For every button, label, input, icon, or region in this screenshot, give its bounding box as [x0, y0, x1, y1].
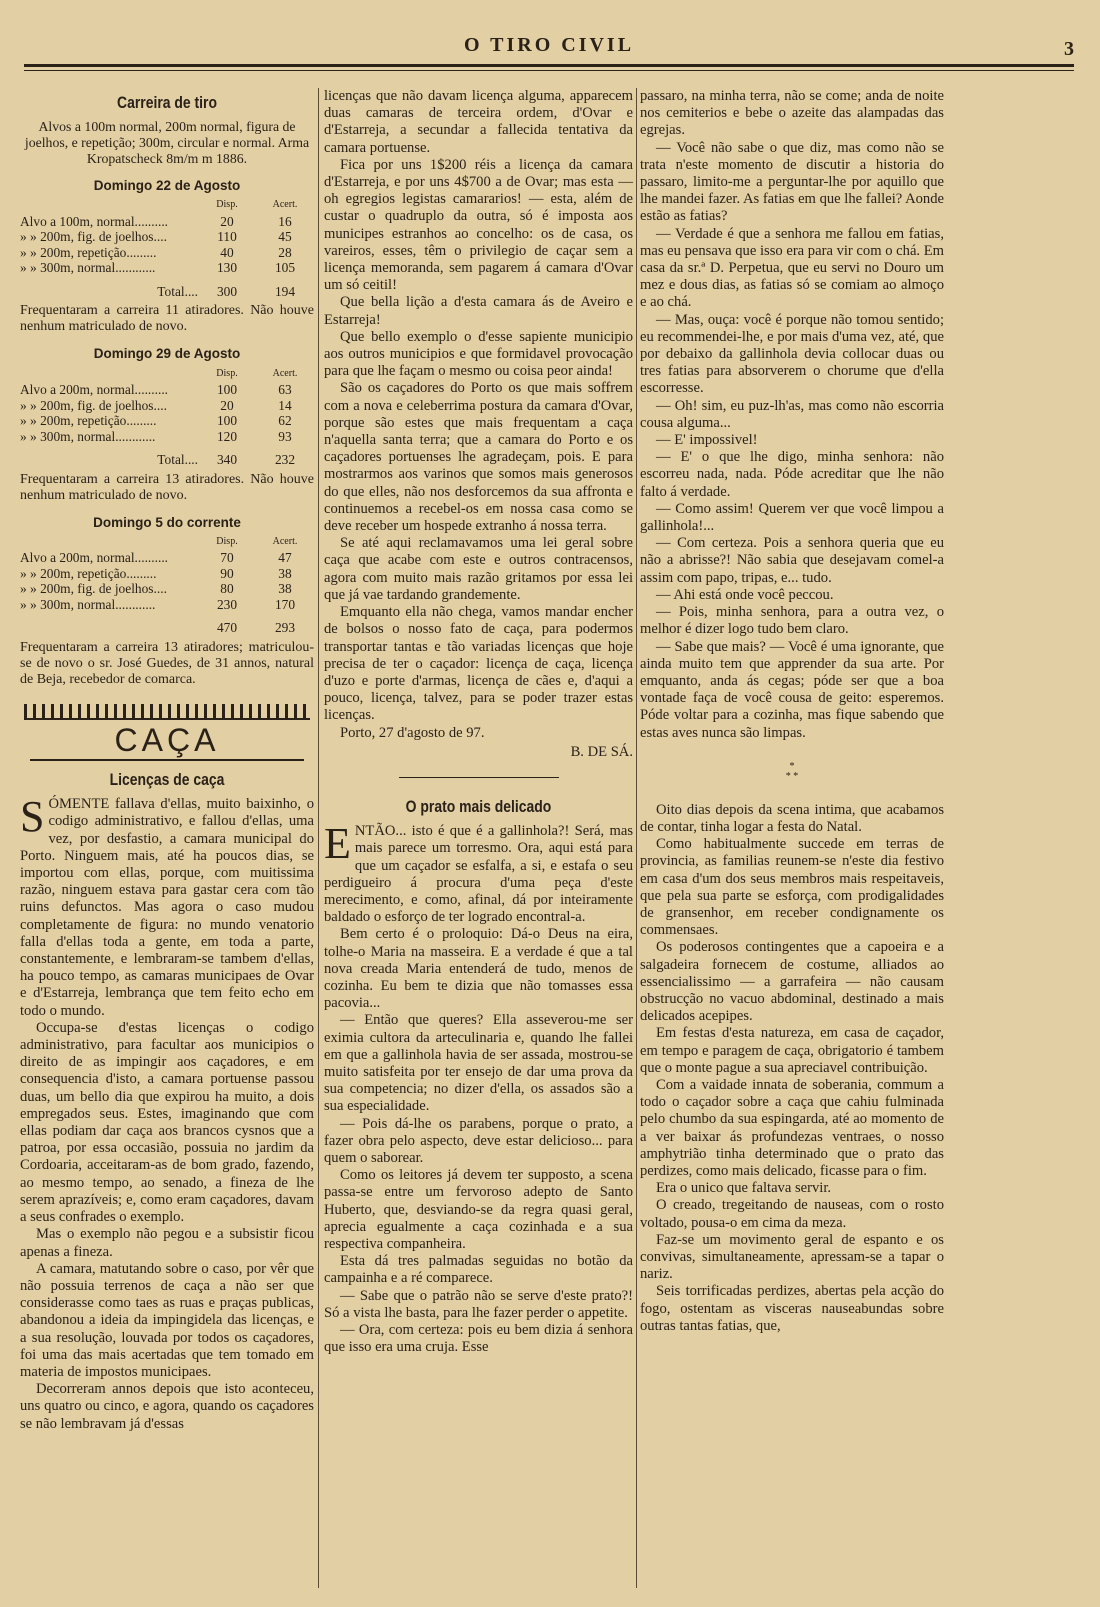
newspaper-title: O TIRO CIVIL [463, 34, 635, 56]
paragraph: Era o unico que faltava servir. [656, 1180, 832, 1197]
paragraph: Os poderosos contingentes que a capoeira e a salgadeira fornecem de costume, alliados ao essencialissimo — a garrafeira — não causam obstrucção no vacuo abdominal, destinado a mais delicados acepipes. [640, 939, 944, 1025]
session-note: Frequentaram a carreira 13 atiradores; matriculou-se de novo o sr. José Guedes, de 31 annos, natural de Beja, recebedor de comarca. [20, 639, 314, 687]
column-header [20, 365, 198, 383]
acert-value: 45 [278, 229, 292, 245]
intro-text: Alvos a 100m normal, 200m normal, figura de joelhos, e repetição; 300m, circular e normal. Arma Kropatscheck 8m/m m 1886. [24, 119, 310, 167]
acert-value: 38 [278, 581, 292, 597]
paragraph: Fica por uns 1$200 réis a licença da camara d'Estarreja, e por uns 4$700 a de Ovar; mas esta — oh egregios legistas camararios! — esta, além de custar o quadruplo da outra, só é imposta aos municipes estranhos ao concelho: os de casa, os vareiros, esses, têm o privilegio de caçar sem a licença memoranda, sem pagarem á camara d'Ovar um só ceitil! [324, 156, 633, 294]
disp-value: 20 [220, 397, 234, 413]
disp-value: 130 [216, 260, 238, 276]
paragraph: — Pois dá-lhe os parabens, porque o prato, a fazer obra pelo aspecto, deve estar delicioso... para quem o saborear. [324, 1115, 633, 1166]
header-rule-thick [24, 64, 1074, 67]
disp-value: 80 [220, 581, 234, 597]
target-label: » » 300m, normal............ [20, 428, 156, 444]
acert-value: 47 [278, 550, 292, 566]
results-table [20, 196, 314, 299]
paragraph: — Pois, minha senhora, para a outra vez, o melhor é dizer logo tudo bem claro. [640, 604, 944, 638]
paragraph: O creado, tregeitando de nauseas, com o rosto voltado, pousa-o em cima da meza. [640, 1197, 944, 1231]
paragraph [20, 792, 314, 1020]
paragraph: — Você não sabe o que diz, mas como não se trata n'este momento de discutir a historia do passaro, limito-me a perguntar-lhe por aquillo que lhe mandei fazer. As fatias em que lhe fallei? Aonde estão as fatias? [640, 139, 944, 225]
disp-value: 100 [216, 382, 238, 398]
column-header-acert: Acert. [272, 535, 298, 547]
table-row [20, 566, 314, 582]
paragraph: — Ahi está onde você peccou. [656, 586, 834, 603]
paragraph: Com a vaidade innata de soberania, commum a todo o caçador sobre a caça que cahiu fulminada pelo chumbo da sua espingarda, até ao momento de a ver baixar ás profundezas ventraes, o nosso amphytrião tinha determinado que o prato das perdizes, como mais delicado, ficasse para o fim. [640, 1076, 944, 1179]
column-2 [324, 88, 633, 1356]
column-divider [636, 88, 637, 1588]
session-note: Frequentaram a carreira 11 atiradores. Não houve nenhum matriculado de novo. [20, 303, 314, 335]
column-header-disp: Disp. [216, 535, 238, 547]
column-header [20, 533, 198, 551]
paragraph: Mas o exemplo não pegou e a subsistir ficou apenas a fineza. [20, 1226, 314, 1260]
paragraph: — Verdade é que a senhora me fallou em fatias, mas eu pensava que isso era para vir com o chá. Em casa da sr.ª D. Perpetua, que eu servi no Douro um mez e dous dias, as fatias só se comiam ao almoço e ao chá. [640, 225, 944, 311]
target-label: » » 200m, repetição......... [20, 244, 157, 260]
paragraph: Faz-se um movimento geral de espanto e os convivas, simultaneamente, apressam-se a tapar o nariz. [640, 1231, 944, 1283]
column-header-acert: Acert. [272, 367, 298, 379]
section-title: CAÇA [114, 721, 220, 758]
paragraph [324, 819, 633, 926]
session-title: Domingo 22 de Agosto [93, 178, 241, 194]
paragraph: — Oh! sim, eu puz-lh'as, mas como não escorria cousa alguma... [640, 397, 944, 431]
paragraph: — Mas, ouça: você é porque não tomou sentido; eu recommendei-lhe, e por mais d'uma vez, até, que por debaixo da gallinhola devia collocar duas ou tres fatias para absorverem o chorume que d'ella escorresse. [640, 311, 944, 397]
session-note: Frequentaram a carreira 13 atiradores. Não houve nenhum matriculado de novo. [20, 471, 314, 503]
paragraph: Como habitualmente succede em terras de provincia, as familias reunem-se n'este dia festivo em casa d'um dos seus membros mais respeitaveis, que pela sua parte se esforça, com prodigalidades de gransenhor, em receber condignamente os commensaes. [640, 836, 944, 939]
drop-cap: E [324, 819, 351, 869]
paragraph: — Com certeza. Pois a senhora queria que eu não a abrisse?! Não sabia que desejavam comel-a assim com papo, tripas, e... tudo. [640, 535, 944, 586]
paragraph-text: ÓMENTE fallava d'ellas, muito baixinho, o codigo administrativo, e fallou d'ellas, uma vez, por desfastio, a camara municipal do Porto. Ninguem mais, até ha poucos dias, se importou com ellas, porque, com muitissima razão, ninguem estava para gastar cera com tão ruins defunctos. Mas agora o caso mudou completamente de figura: no mundo venatorio falla d'ellas toda a gente, em toda a parte, constantemente, e lembraram-se tambem d'ellas, ha pouco tempo, as camaras municipaes de Ovar e d'Estarreja, lembrança que tem feito echo em todo o mundo. [20, 796, 314, 1019]
disp-value: 120 [216, 428, 238, 444]
paragraph: Seis torrificadas perdizes, abertas pela acção do fogo, ostentam as visceras nauseabundas sobre outras tantas fatias, que, [640, 1283, 944, 1334]
column-header [20, 196, 198, 214]
table-row [20, 581, 314, 597]
table-row [20, 229, 314, 245]
article-heading: Licenças de caça [109, 770, 225, 790]
paragraph: — E' o que lhe digo, minha senhora: não escorreu nada, nada. Póde acreditar que lhe não falto á verdade. [640, 449, 944, 500]
paragraph: Em festas d'esta natureza, em casa de caçador, em tempo e paragem de caça, obrigatorio é tambem que o monte pague a sua apreciavel contribuição. [640, 1025, 944, 1076]
article-continuation [640, 802, 944, 1335]
paragraph: Occupa-se d'estas licenças o codigo administrativo, para facultar aos municipios o direito de as impingir aos caçadores, e em consequencia d'isto, a camara portuense passou duas, um bello dia que expirou ha muito, a dois empregados seus. Estes, imaginando que com ellas podiam dar caça aos brancos cysnos que a patroa, por essa occasião, possuia no jardim da Cordoaria, acceitaram-as de bom grado, fazendo, ao mesmo tempo, ao senado, a fineza de lhe serem aprazíveis; e, como eram caçadores, davam a seus confrades o exemplo. [20, 1019, 314, 1226]
total-row [20, 276, 314, 300]
paragraph: Oito dias depois da scena intima, que acabamos de contar, tinha logar a festa do Natal. [640, 801, 944, 835]
total-row [20, 444, 314, 468]
total-disp: 470 [216, 620, 238, 636]
target-label: » » 200m, fig. de joelhos.... [20, 581, 167, 597]
session-title: Domingo 5 do corrente [93, 514, 241, 530]
shooting-sessions [20, 177, 314, 688]
target-label: Alvo a 100m, normal.......... [20, 213, 169, 229]
target-label: Alvo a 200m, normal.......... [20, 550, 169, 566]
total-acert: 194 [274, 283, 296, 299]
acert-value: 63 [278, 382, 292, 398]
total-label: Total.... [157, 283, 198, 299]
acert-value: 62 [278, 413, 292, 429]
column-header-disp: Disp. [216, 367, 238, 379]
disp-value: 100 [216, 413, 238, 429]
masthead [24, 34, 1074, 74]
acert-value: 16 [278, 213, 292, 229]
asterism: * * * [785, 760, 799, 782]
total-disp: 340 [216, 452, 238, 468]
disp-value: 70 [220, 550, 234, 566]
acert-value: 28 [278, 244, 292, 260]
total-label: Total.... [157, 452, 198, 468]
header-rule-thin [24, 70, 1074, 71]
paragraph-text: NTÃO... isto é que é a gallinhola?! Será, mas mais parece um torresmo. Ora, aqui está para que um caçador se esfalfa, a si, e estafa o seu perdigueiro á procura d'uma peça d'este merecimento, e como, afinal, dá por inteiramente baldado o esforço de ter logrado encontral-a. [324, 823, 633, 926]
total-label [20, 612, 198, 636]
table-row [20, 398, 314, 414]
paragraph: Que bello exemplo o d'esse sapiente municipio aos outros municipios e que formidavel provocação para que lhe façam o mesmo ou coisa peor ainda! [324, 328, 633, 380]
article-continuation [324, 88, 633, 742]
paragraph: Emquanto ella não chega, vamos mandar encher de bolsos o nosso fato de caça, para podermos transportar tantas e tão variadas licenças que hoje precisa de ter o caçador: licença de caça, licença d'uzo e porte d'armas, licença de cães e, d'aqui a pouco, licença, talvez, para se poder trazer estas licenças. [324, 604, 633, 724]
target-label: » » 300m, normal............ [20, 596, 156, 612]
column-divider [318, 88, 319, 1588]
section-heading: Carreira de tiro [117, 93, 217, 112]
signature: B. DE SÁ. [570, 743, 633, 760]
table-row [20, 260, 314, 276]
total-disp: 300 [216, 283, 238, 299]
table-row [20, 429, 314, 445]
disp-value: 90 [220, 565, 234, 581]
paragraph: Como os leitores já devem ter supposto, a scena passa-se entre um fervoroso adepto de Santo Huberto, que, desviando-se da regra quasi geral, aprecia egualmente a caça cozinhada e a sua respectiva companheira. [324, 1167, 633, 1252]
column-1 [20, 88, 314, 1433]
column-3 [640, 88, 944, 1335]
table-row [20, 550, 314, 566]
total-acert: 293 [274, 620, 296, 636]
disp-value: 20 [220, 213, 234, 229]
paragraph: Que bella lição a d'esta camara ás de Aveiro e Estarreja! [324, 294, 633, 328]
section-rule [30, 759, 304, 761]
paragraph: São os caçadores do Porto os que mais soffrem com a nova e celeberrima postura da camara d'Ovar, porque são estes que mais frequentam a caça n'aquella santa terra; que a camara do Porto e os caçadores portuenses lhe agradeçam, pois. E para mostrarmos aos varinos que somos mais generosos do que elles, não nos desforcemos da sua affronta e continuemos a recebel-os em nossa casa como se deve receber um hospede extranho á nossa terra. [324, 380, 633, 535]
paragraph: Esta dá tres palmadas seguidas no botão da campainha e a ré comparece. [324, 1253, 633, 1287]
acert-value: 93 [278, 428, 292, 444]
drop-cap: S [20, 792, 45, 842]
article-body [20, 792, 314, 1433]
target-label: » » 300m, normal............ [20, 260, 156, 276]
disp-value: 110 [217, 229, 237, 245]
paragraph: Porto, 27 d'agosto de 97. [340, 724, 485, 741]
acert-value: 170 [274, 596, 296, 612]
paragraph: Se até aqui reclamavamos uma lei geral sobre caça que acabe com este e outros contracensos, agora com muito mais razão gritamos por essa lei que já vae tardando grandemente. [324, 535, 633, 603]
table-row [20, 413, 314, 429]
page-number: 3 [1064, 38, 1074, 60]
article-separator [399, 777, 559, 778]
paragraph: — Sabe que o patrão não se serve d'este prato?! Só a vista lhe basta, para lhe fazer perder o appetite. [324, 1287, 633, 1321]
paragraph: A camara, matutando sobre o caso, por vêr que não possuia terrenos de caça a não ser que considerasse como taes as ruas e praças publicas, abandonou a ideia da impingidela das licenças, e a sua resolução, louvada por todos os caçadores, foi uma das mais acertadas que tem tomado em materia de impostos municipaes. [20, 1260, 314, 1380]
paragraph: passaro, na minha terra, não se come; anda de noite nos cemiterios e bebe o azeite das alampadas das egrejas. [640, 88, 944, 139]
total-acert: 232 [274, 452, 296, 468]
acert-value: 105 [274, 260, 296, 276]
disp-value: 40 [220, 244, 234, 260]
target-label: » » 200m, fig. de joelhos.... [20, 229, 167, 245]
session-title: Domingo 29 de Agosto [93, 346, 241, 362]
acert-value: 38 [278, 565, 292, 581]
target-label: » » 200m, fig. de joelhos.... [20, 397, 167, 413]
disp-value: 230 [216, 596, 238, 612]
paragraph: — Como assim! Querem ver que você limpou a gallinhola!... [640, 500, 944, 535]
paragraph: — E' impossivel! [656, 432, 758, 449]
target-label: Alvo a 200m, normal.......... [20, 382, 169, 398]
acert-value: 14 [278, 397, 292, 413]
article-heading: O prato mais delicado [405, 796, 552, 816]
paragraph: Decorreram annos depois que isto aconteceu, uns quatro ou cinco, e agora, quando os caçadores se não lembravam já d'essas [20, 1381, 314, 1432]
results-table [20, 533, 314, 636]
total-row [20, 612, 314, 636]
results-table [20, 365, 314, 468]
column-header-disp: Disp. [216, 199, 238, 211]
table-row [20, 214, 314, 230]
article-body [324, 819, 633, 1356]
column-header-acert: Acert. [272, 199, 298, 211]
paragraph: — Ora, com certeza: pois eu bem dizia á senhora que isso era uma cruja. Esse [324, 1322, 633, 1356]
table-row [20, 245, 314, 261]
table-row [20, 597, 314, 613]
target-label: » » 200m, repetição......... [20, 413, 157, 429]
paragraph: licenças que não davam licença alguma, apparecem duas camaras de terceira ordem, d'Ovar e d'Estarreja, a secundar a fallecida tentativa da camara portuense. [324, 88, 633, 156]
paragraph: — Então que queres? Ella asseverou-me ser eximia cultora da arteculinaria e, quando lhe fallei em que a gallinhola havia de ser assada, mostrou-se muito satisfeita por ter ensejo de dar uma prova da sua competencia; no dizer d'ella, os assados são a sua especialidade. [324, 1012, 633, 1115]
article-continuation [640, 88, 944, 742]
paragraph: — Sabe que mais? — Você é uma ignorante, que ainda muito tem que apprender da sua arte. Por emquanto, anda ás cegas; póde ser que a boa vontade faça de você cousa de geito: esperemos. Póde voltar para a cozinha, mas fique sabendo que estas aves nunca são limpas. [640, 638, 944, 741]
target-label: » » 200m, repetição......... [20, 565, 157, 581]
paragraph: Bem certo é o proloquio: Dá-o Deus na eira, tolhe-o Maria na masseira. E a verdade é que a tal nova creada Maria entenderá de tudo, menos de cozinha. Eu bem te dizia que não tomasses essa pacovia... [324, 926, 633, 1012]
table-row [20, 382, 314, 398]
ornamental-rule [24, 704, 310, 720]
